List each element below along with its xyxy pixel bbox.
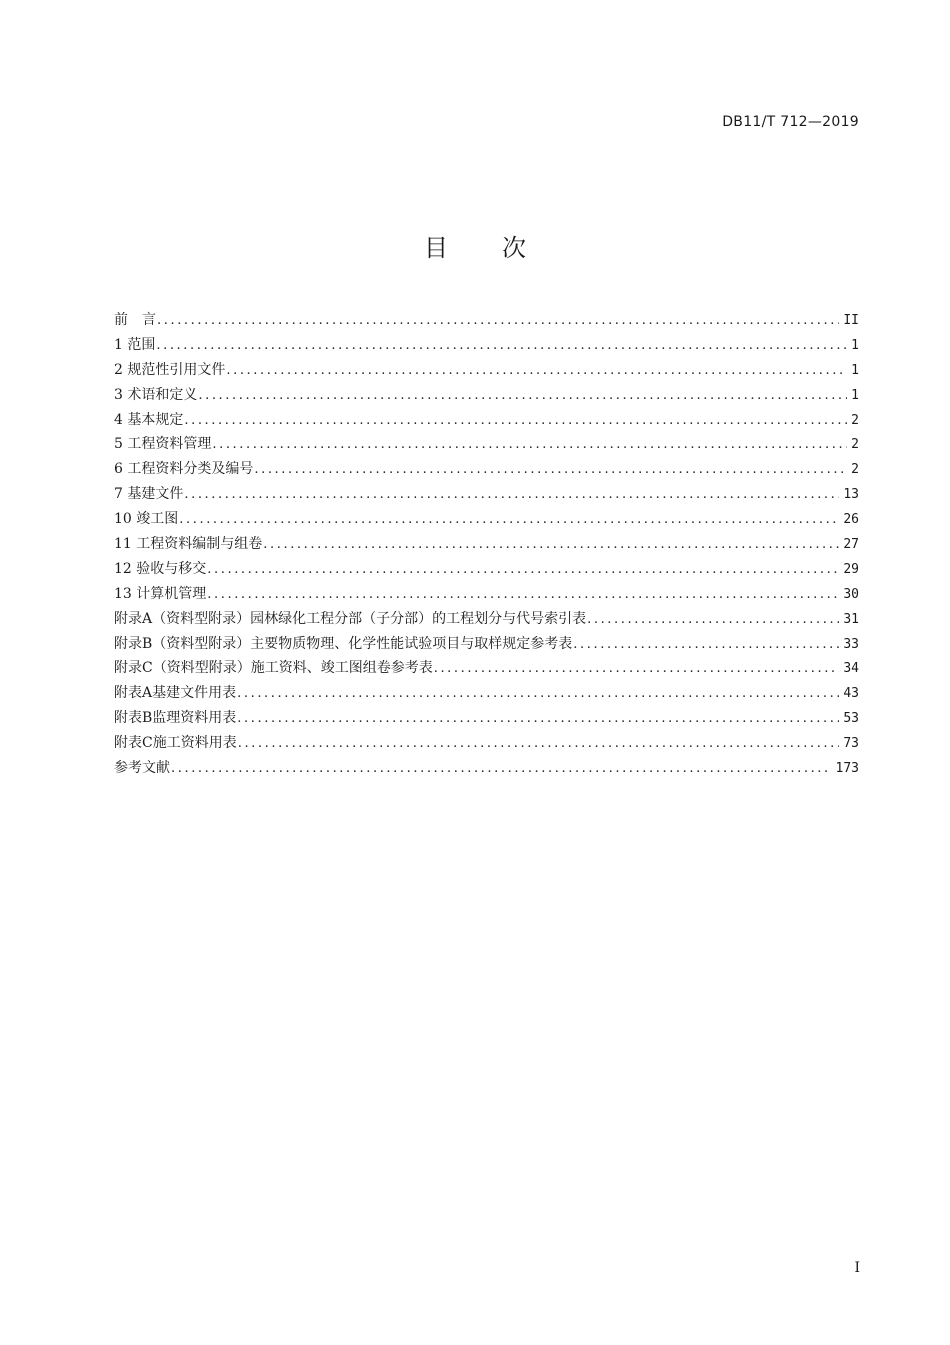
toc-entry-label: 附录B（资料型附录）主要物质物理、化学性能试验项目与取样规定参考表 [114, 635, 573, 652]
toc-entry-page: 2 [851, 462, 859, 478]
toc-leader-dots [198, 384, 847, 408]
toc-entry-label: 附表C施工资料用表 [114, 735, 237, 752]
toc-entry-label: 12 验收与移交 [114, 560, 207, 577]
toc-leader-dots [587, 608, 839, 632]
toc-entry-page: 43 [843, 686, 859, 702]
toc-leader-dots [212, 433, 847, 457]
toc-entry-scope[interactable] [114, 333, 859, 358]
toc-entry-page: 34 [843, 661, 859, 677]
toc-entry-page: 31 [843, 611, 859, 627]
toc-entry-page: 73 [843, 736, 859, 752]
toc-leader-dots [207, 558, 839, 582]
toc-leader-dots [237, 682, 839, 706]
toc-entry-table-b[interactable] [114, 706, 859, 731]
toc-entry-as-built-drawings[interactable] [114, 507, 859, 532]
toc-entry-label: 13 计算机管理 [114, 585, 207, 602]
toc-leader-dots [434, 657, 840, 681]
toc-leader-dots [171, 757, 832, 781]
toc-entry-page: 13 [843, 487, 859, 503]
toc-entry-label: 附表B监理资料用表 [114, 710, 237, 727]
toc-leader-dots [184, 409, 847, 433]
toc-entry-page: 1 [851, 337, 859, 353]
toc-entry-appendix-a[interactable] [114, 607, 859, 632]
toc-leader-dots [157, 309, 839, 333]
page-title: 目次 [424, 234, 580, 262]
toc-leader-dots [254, 458, 847, 482]
table-of-contents [114, 308, 859, 781]
toc-entry-label: 2 规范性引用文件 [114, 361, 226, 378]
toc-entry-page: 27 [843, 537, 859, 553]
toc-entry-page: 53 [843, 711, 859, 727]
toc-leader-dots [179, 508, 839, 532]
toc-entry-label: 3 术语和定义 [114, 386, 198, 403]
toc-entry-label: 7 基建文件 [114, 486, 184, 503]
toc-entry-appendix-b[interactable] [114, 632, 859, 657]
toc-leader-dots [207, 583, 839, 607]
toc-leader-dots [184, 483, 839, 507]
toc-entry-label: 附录A（资料型附录）园林绿化工程分部（子分部）的工程划分与代号索引表 [114, 610, 587, 627]
toc-entry-normative-references[interactable] [114, 358, 859, 383]
toc-entry-table-c[interactable] [114, 731, 859, 756]
toc-entry-page: 173 [835, 761, 859, 777]
toc-leader-dots [238, 732, 840, 756]
toc-leader-dots [237, 707, 839, 731]
toc-entry-document-management[interactable] [114, 432, 859, 457]
toc-entry-label: 4 基本规定 [114, 411, 184, 428]
toc-entry-terms[interactable] [114, 383, 859, 408]
toc-entry-label: 前 言 [114, 312, 156, 328]
toc-entry-page: 26 [843, 512, 859, 528]
page-number: I [854, 1260, 860, 1276]
toc-leader-dots [226, 359, 847, 383]
toc-leader-dots [573, 633, 839, 657]
toc-entry-computer-management[interactable] [114, 582, 859, 607]
toc-entry-label: 1 范围 [114, 336, 156, 353]
toc-entry-page: 2 [851, 437, 859, 453]
toc-entry-label: 6 工程资料分类及编号 [114, 461, 254, 478]
toc-entry-page: 1 [851, 387, 859, 403]
toc-entry-page: 2 [851, 412, 859, 428]
toc-entry-page: II [843, 313, 859, 328]
toc-entry-label: 5 工程资料管理 [114, 436, 212, 453]
toc-entry-page: 30 [843, 586, 859, 602]
standard-code: DB11/T 712—2019 [722, 114, 859, 130]
toc-entry-acceptance-transfer[interactable] [114, 557, 859, 582]
toc-entry-table-a[interactable] [114, 681, 859, 706]
toc-entry-page: 33 [843, 636, 859, 652]
toc-entry-label: 参考文献 [114, 760, 170, 777]
toc-entry-classification[interactable] [114, 457, 859, 482]
toc-entry-label: 附录C（资料型附录）施工资料、竣工图组卷参考表 [114, 660, 433, 677]
toc-entry-appendix-c[interactable] [114, 656, 859, 681]
toc-leader-dots [156, 334, 847, 358]
toc-entry-label: 附表A基建文件用表 [114, 685, 237, 702]
toc-entry-compilation[interactable] [114, 532, 859, 557]
toc-entry-basic-provisions[interactable] [114, 408, 859, 433]
toc-entry-label: 10 竣工图 [114, 511, 179, 528]
toc-entry-foreword[interactable] [114, 308, 859, 333]
toc-entry-label: 11 工程资料编制与组卷 [114, 536, 263, 553]
toc-entry-construction-documents[interactable] [114, 482, 859, 507]
toc-leader-dots [263, 533, 839, 557]
toc-entry-page: 29 [843, 561, 859, 577]
toc-entry-bibliography[interactable] [114, 756, 859, 781]
toc-entry-page: 1 [851, 362, 859, 378]
